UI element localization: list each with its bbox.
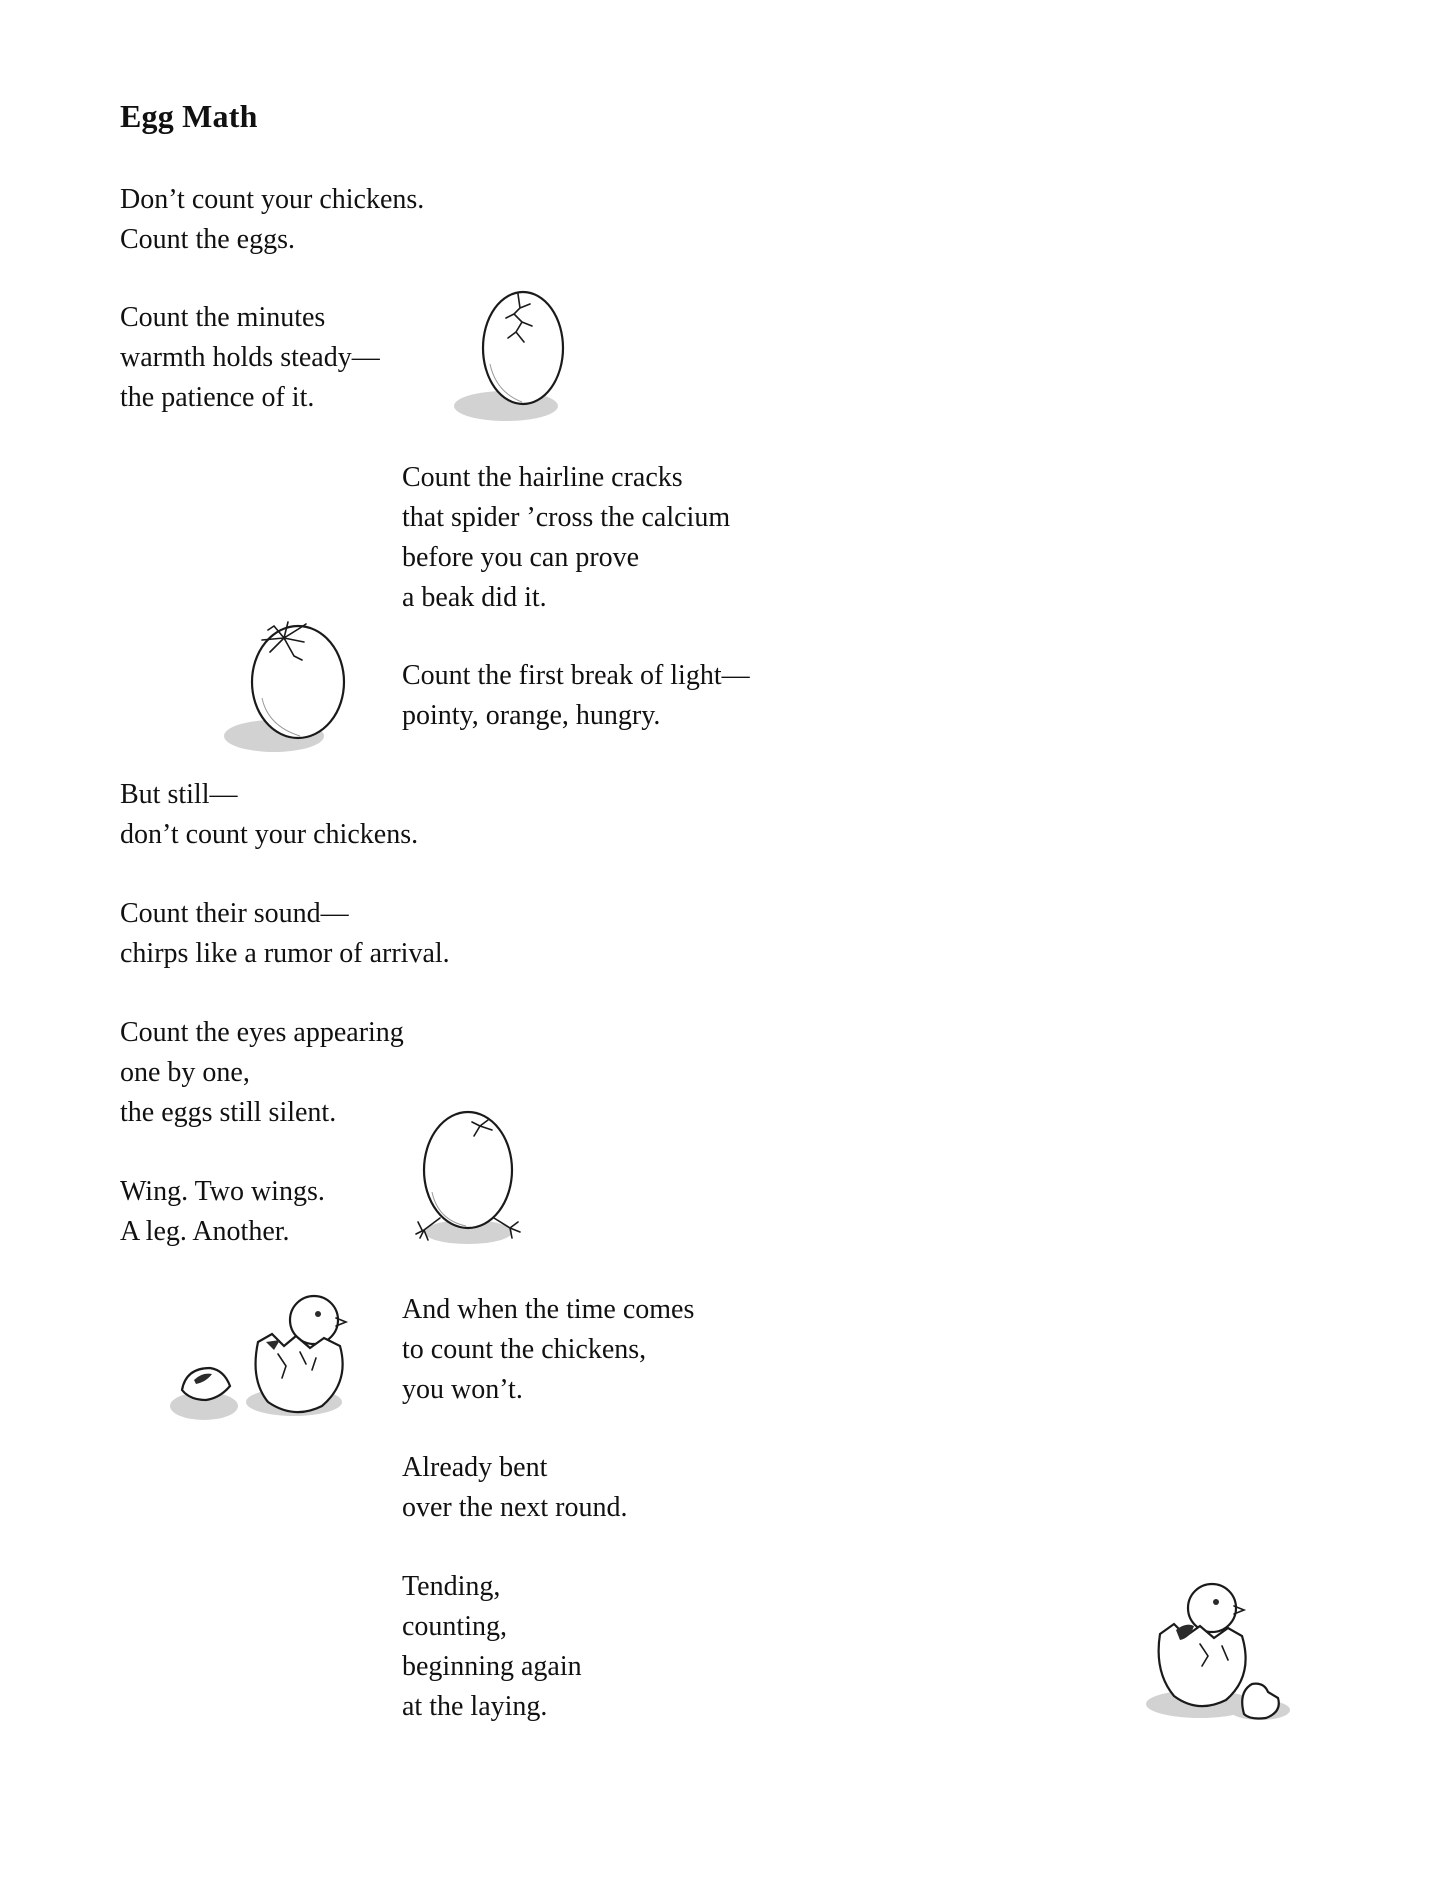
poem-line: Tending, xyxy=(402,1571,501,1602)
egg-shell-icon xyxy=(483,292,563,404)
poem-line: over the next round. xyxy=(402,1492,628,1523)
poem-line: chirps like a rumor of arrival. xyxy=(120,938,450,969)
poem-line: pointy, orange, hungry. xyxy=(402,700,661,731)
stanza-1 xyxy=(120,180,424,260)
poem-line: the patience of it. xyxy=(120,382,315,413)
stanza-4 xyxy=(402,656,750,736)
poem-line: a beak did it. xyxy=(402,582,547,613)
poem-line: before you can prove xyxy=(402,542,640,573)
stanza-10 xyxy=(402,1448,628,1528)
poem-line: the eggs still silent. xyxy=(120,1097,337,1128)
egg-with-legs-illustration xyxy=(408,1100,550,1256)
shell-fragment-icon xyxy=(1242,1684,1279,1719)
poem-line: Count their sound— xyxy=(120,898,349,929)
breaking-egg-illustration xyxy=(222,612,362,760)
poem-title: Egg Math xyxy=(120,98,258,134)
poem-line: Count the first break of light— xyxy=(402,660,750,691)
cracked-egg-illustration xyxy=(448,284,578,428)
chick-eye-icon xyxy=(1213,1599,1219,1605)
poem-line: And when the time comes xyxy=(402,1294,695,1325)
egg-shell-icon xyxy=(424,1112,512,1228)
poem-line: Count the eyes appearing xyxy=(120,1017,404,1048)
chick-hatched-corner-illustration xyxy=(1142,1568,1310,1736)
stanza-5 xyxy=(120,775,418,855)
stanza-3 xyxy=(402,458,730,618)
poem-line: Count the minutes xyxy=(120,302,326,333)
poem-line: Count the eggs. xyxy=(120,224,295,255)
poem-line: at the laying. xyxy=(402,1691,548,1722)
stanza-11 xyxy=(402,1567,582,1727)
poem-line: warmth holds steady— xyxy=(120,342,380,373)
poem-line: Already bent xyxy=(402,1452,548,1483)
egg-shell-icon xyxy=(252,626,344,738)
poem-line: Wing. Two wings. xyxy=(120,1176,325,1207)
chick-eye-icon xyxy=(315,1311,321,1317)
poem-line: don’t count your chickens. xyxy=(120,819,419,850)
stanza-8 xyxy=(120,1172,325,1252)
stanza-9 xyxy=(402,1290,694,1410)
poem-line: A leg. Another. xyxy=(120,1216,290,1247)
poem-line: you won’t. xyxy=(402,1374,523,1405)
poem-line: one by one, xyxy=(120,1057,250,1088)
chick-hatching-illustration xyxy=(166,1282,362,1430)
poem-line: to count the chickens, xyxy=(402,1334,647,1365)
poem-line: beginning again xyxy=(402,1651,582,1682)
stanza-6 xyxy=(120,894,450,974)
poem-line: counting, xyxy=(402,1611,507,1642)
chick-head-icon xyxy=(1188,1584,1236,1632)
poem-line: that spider ’cross the calcium xyxy=(402,502,731,533)
poem-line: Count the hairline cracks xyxy=(402,462,683,493)
stanza-2 xyxy=(120,298,380,418)
poem-line: Don’t count your chickens. xyxy=(120,184,425,215)
poem-line: But still— xyxy=(120,779,238,810)
stanza-7 xyxy=(120,1013,404,1133)
